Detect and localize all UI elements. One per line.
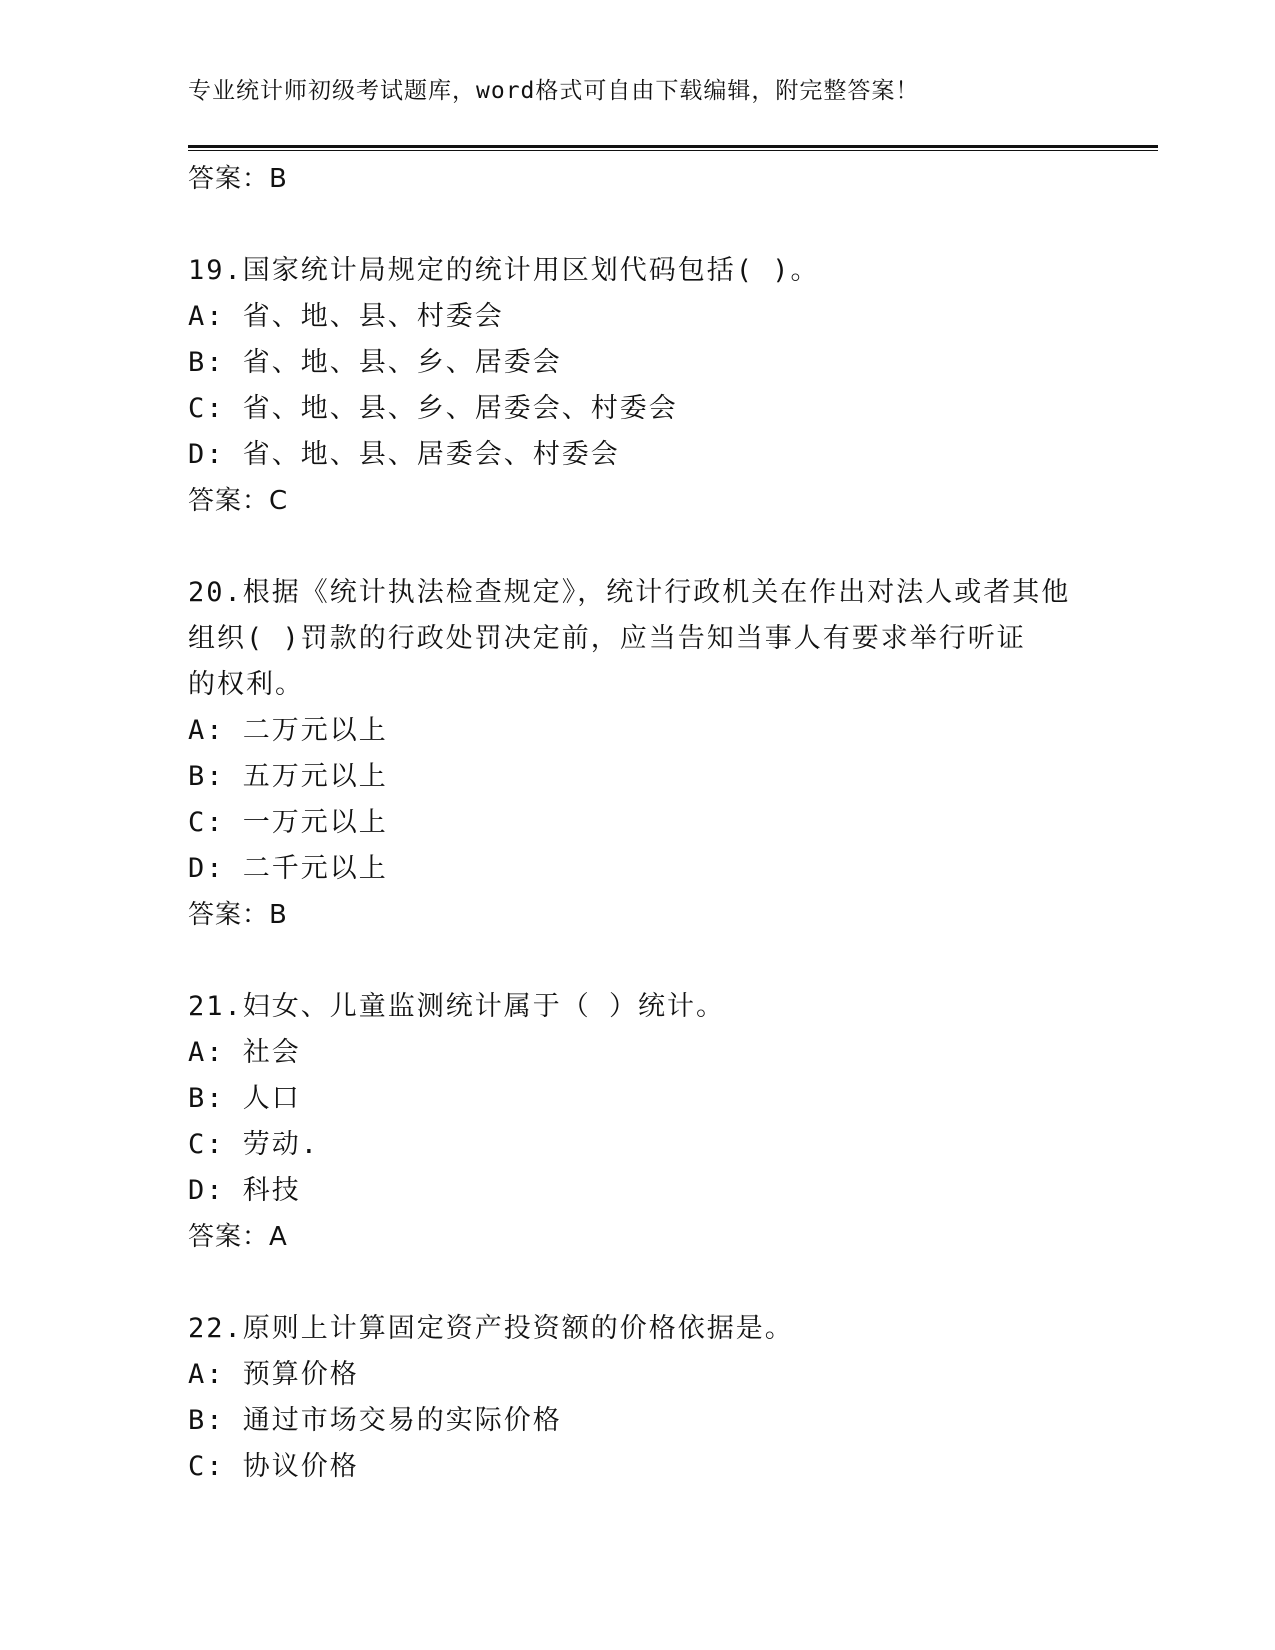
question-stem: 21.妇女、儿童监测统计属于（ ）统计。 — [188, 991, 726, 1022]
question-19 — [188, 248, 1088, 524]
option-d: D: 省、地、县、居委会、村委会 — [188, 439, 620, 470]
option-b: B: 五万元以上 — [188, 761, 388, 792]
question-list — [188, 156, 1088, 1490]
header-rule-thin — [188, 150, 1158, 151]
spacer — [188, 524, 1088, 570]
question-21 — [188, 984, 1088, 1260]
answer-line: 答案：A — [188, 1222, 288, 1252]
option-c: C: 劳动. — [188, 1129, 320, 1160]
option-a: A: 社会 — [188, 1037, 301, 1068]
option-b: B: 省、地、县、乡、居委会 — [188, 347, 562, 378]
question-stem-line-2: 组织( )罚款的行政处罚决定前，应当告知当事人有要求举行听证 — [188, 623, 1026, 654]
option-a: A: 二万元以上 — [188, 715, 388, 746]
option-c: C: 省、地、县、乡、居委会、村委会 — [188, 393, 678, 424]
option-b: B: 通过市场交易的实际价格 — [188, 1405, 562, 1436]
option-d: D: 二千元以上 — [188, 853, 388, 884]
question-stem: 22.原则上计算固定资产投资额的价格依据是。 — [188, 1313, 794, 1344]
spacer — [188, 202, 1088, 248]
question-stem-line-3: 的权利。 — [188, 669, 304, 700]
answer-line: 答案：C — [188, 486, 289, 516]
spacer — [188, 1260, 1088, 1306]
option-d: D: 科技 — [188, 1175, 301, 1206]
option-c: C: 协议价格 — [188, 1451, 359, 1482]
question-22 — [188, 1306, 1088, 1490]
question-stem-line-1: 20.根据《统计执法检查规定》，统计行政机关在作出对法人或者其他 — [188, 577, 1071, 608]
header-rule-thick — [188, 145, 1158, 148]
spacer — [188, 938, 1088, 984]
answer-line: 答案：B — [188, 164, 288, 194]
page-header: 专业统计师初级考试题库，word格式可自由下载编辑，附完整答案！ — [188, 78, 920, 104]
option-c: C: 一万元以上 — [188, 807, 388, 838]
answer-line: 答案：B — [188, 900, 288, 930]
question-20 — [188, 570, 1088, 938]
option-a: A: 省、地、县、村委会 — [188, 301, 504, 332]
option-a: A: 预算价格 — [188, 1359, 359, 1390]
question-stem: 19.国家统计局规定的统计用区划代码包括( )。 — [188, 255, 820, 286]
option-b: B: 人口 — [188, 1083, 301, 1114]
